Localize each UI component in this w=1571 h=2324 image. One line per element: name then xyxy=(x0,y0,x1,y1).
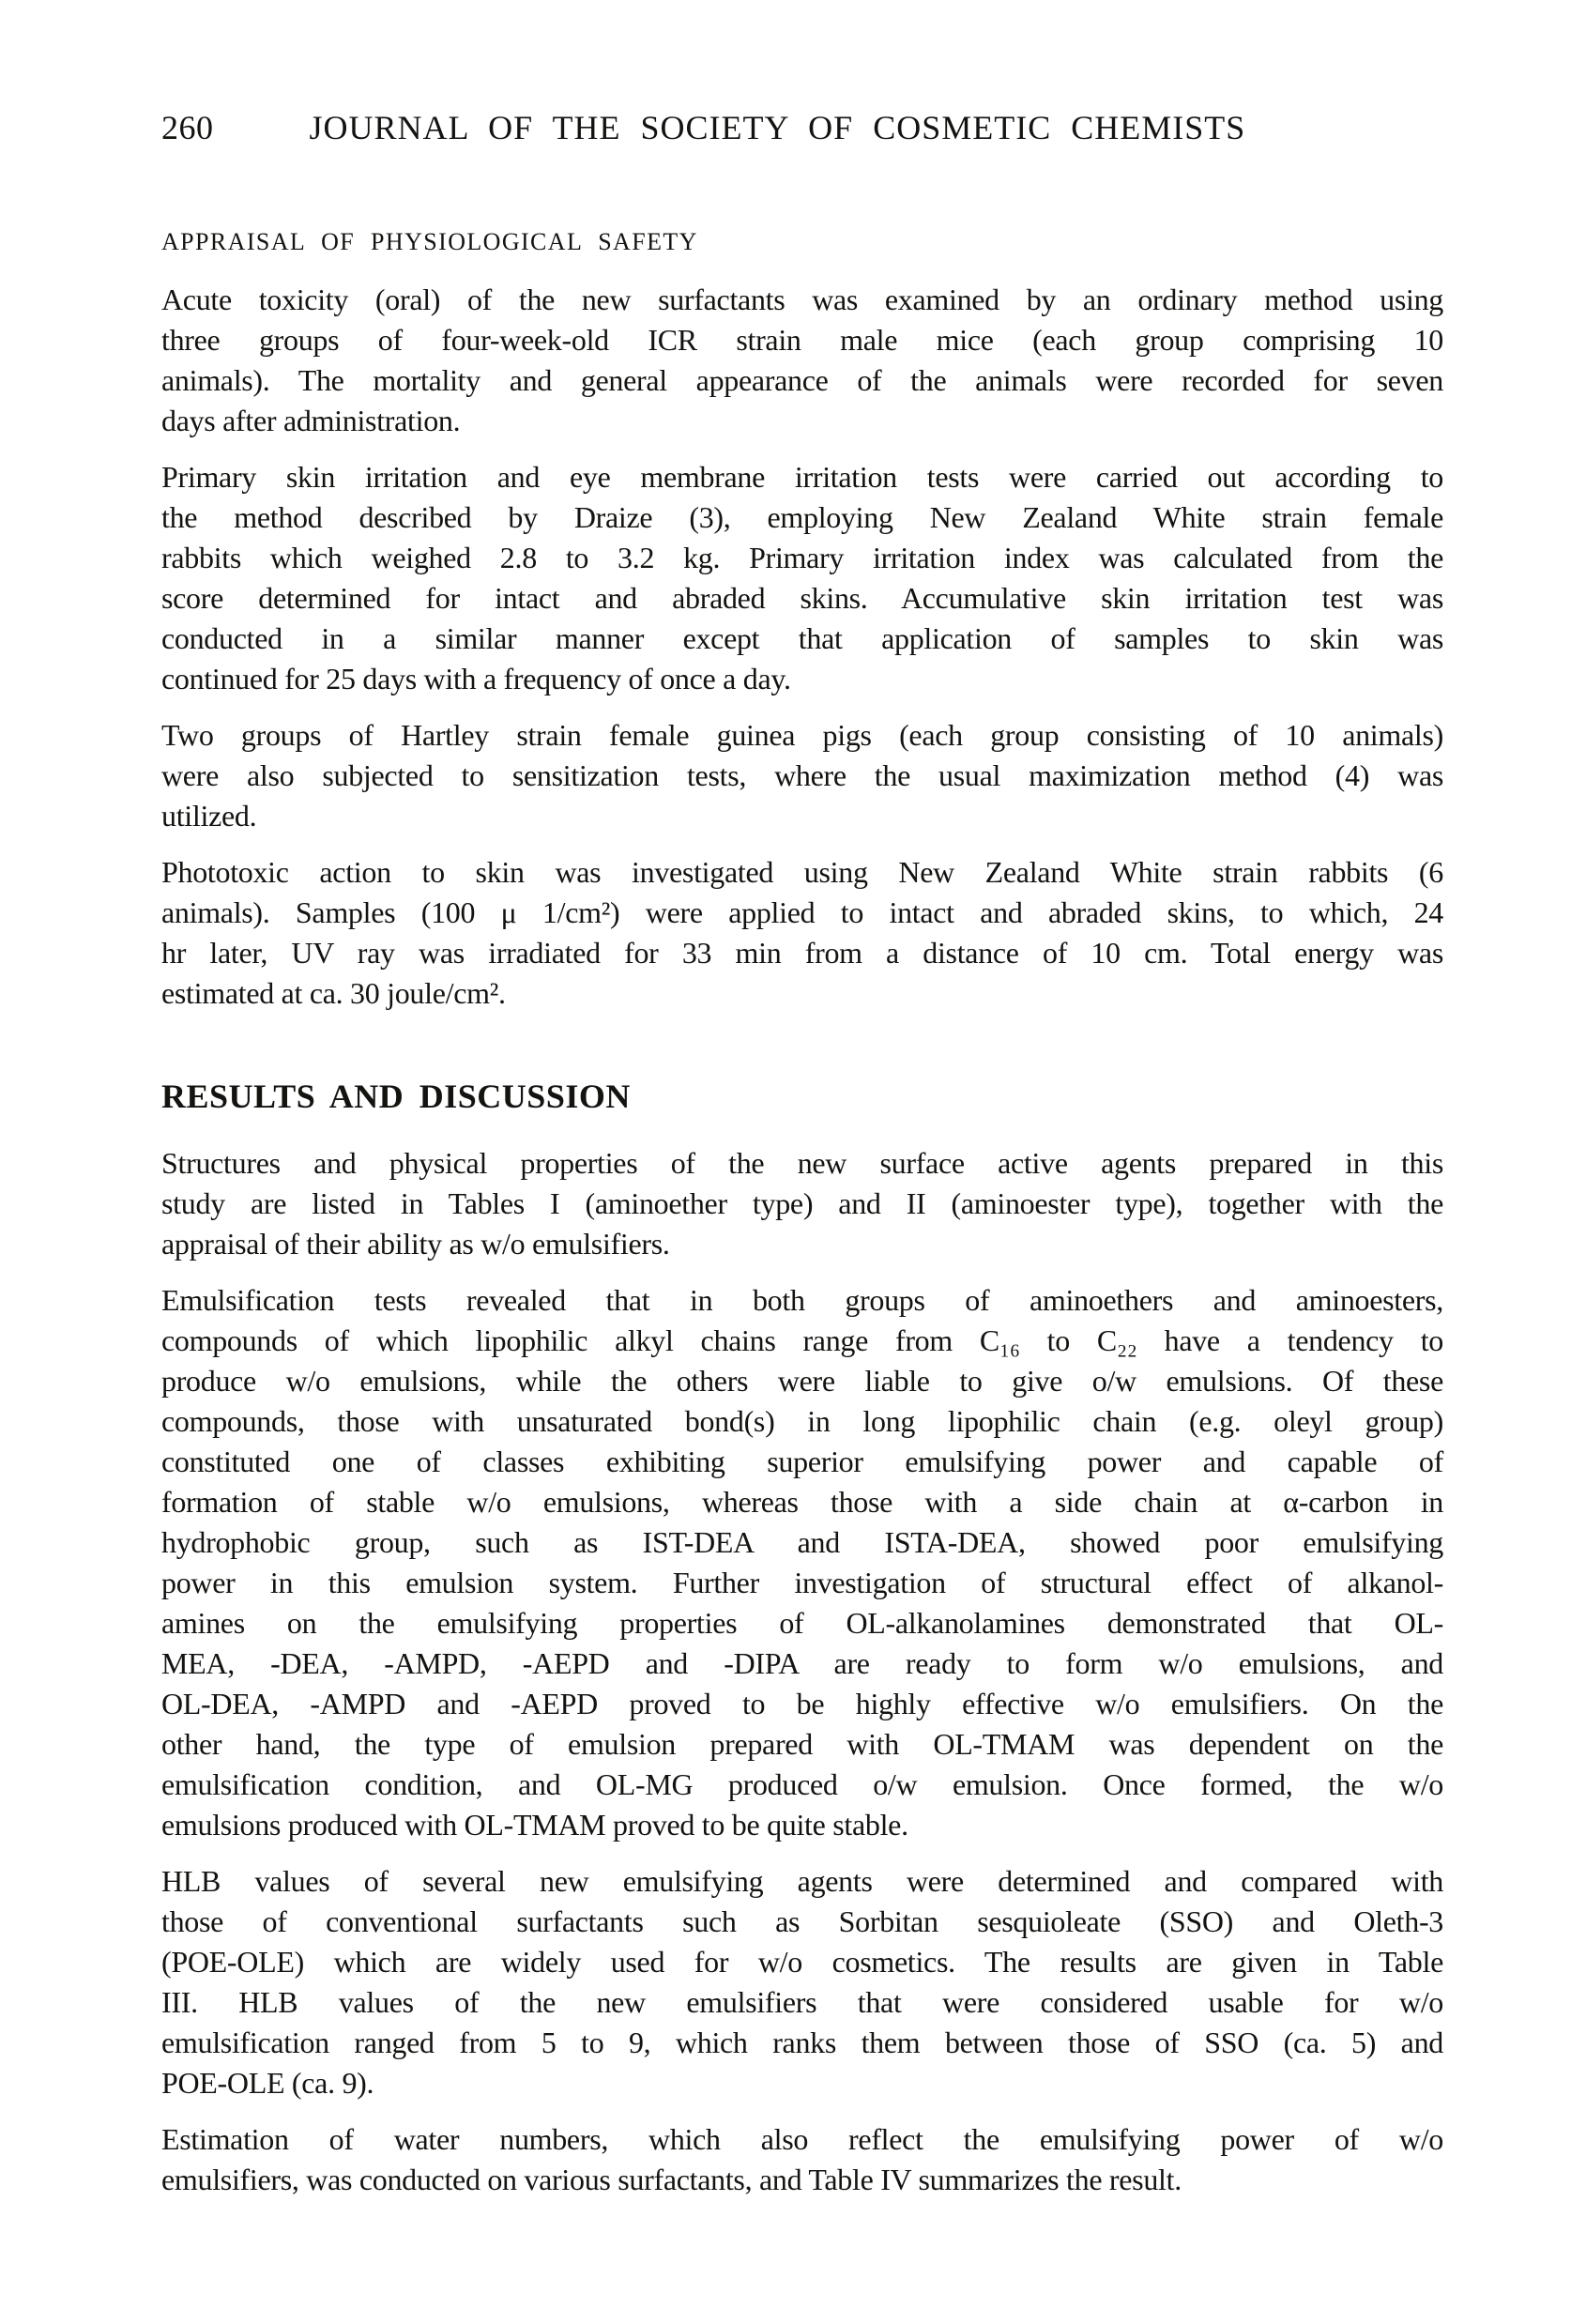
paragraph-hlb-values xyxy=(161,1861,1443,2103)
text-line: appraisal of their ability as w/o emulsifiers. xyxy=(161,1227,670,1261)
text-line: compounds, those with unsaturated bond(s) in long lipophilic chain (e.g. oleyl group) xyxy=(161,1404,1443,1438)
text-line: Estimation of water numbers, which also reflect the emulsifying power of w/o xyxy=(161,2122,1443,2156)
paragraph-water-numbers xyxy=(161,2119,1443,2200)
text-line: animals). Samples (100 μ 1/cm²) were applied to intact and abraded skins, to which, 24 xyxy=(161,895,1443,929)
text-line: were also subjected to sensitization tests, where the usual maximization method (4) was xyxy=(161,758,1443,792)
page-content xyxy=(161,0,1443,2200)
text-line: HLB values of several new emulsifying agents were determined and compared with xyxy=(161,1864,1443,1898)
text-line: OL-DEA, -AMPD and -AEPD proved to be highly effective w/o emulsifiers. On the xyxy=(161,1687,1443,1720)
text-line: three groups of four-week-old ICR strain male mice (each group comprising 10 xyxy=(161,323,1443,357)
paragraph-acute-toxicity xyxy=(161,280,1443,441)
text-line: MEA, -DEA, -AMPD, -AEPD and -DIPA are ready to form w/o emulsions, and xyxy=(161,1646,1443,1680)
text-line: emulsifiers, was conducted on various surfactants, and Table IV summarizes the result. xyxy=(161,2163,1182,2196)
body-text xyxy=(161,280,1443,2200)
text-line: estimated at ca. 30 joule/cm². xyxy=(161,976,506,1010)
text-line: score determined for intact and abraded skins. Accumulative skin irritation test was xyxy=(161,581,1443,615)
text-line: formation of stable w/o emulsions, whereas those with a side chain at α-carbon in xyxy=(161,1485,1443,1519)
text-line: days after administration. xyxy=(161,404,461,437)
paragraph-phototoxic xyxy=(161,852,1443,1014)
text-line: conducted in a similar manner except that application of samples to skin was xyxy=(161,621,1443,655)
text-line: those of conventional surfactants such as Sorbitan sesquioleate (SSO) and Oleth-3 xyxy=(161,1904,1443,1938)
text-line: compounds of which lipophilic alkyl chains range from C₁₆ to C₂₂ have a tendency to xyxy=(161,1323,1443,1357)
text-line: produce w/o emulsions, while the others were liable to give o/w emulsions. Of these xyxy=(161,1364,1443,1398)
text-line: animals). The mortality and general appearance of the animals were recorded for seven xyxy=(161,363,1443,397)
page-number: 260 xyxy=(161,109,214,146)
text-line: Structures and physical properties of the new surface active agents prepared in this xyxy=(161,1146,1443,1180)
text-line: rabbits which weighed 2.8 to 3.2 kg. Primary irritation index was calculated from the xyxy=(161,541,1443,574)
text-line: Emulsification tests revealed that in both groups of aminoethers and aminoesters, xyxy=(161,1283,1443,1317)
page-header xyxy=(161,0,1443,148)
text-line: constituted one of classes exhibiting superior emulsifying power and capable of xyxy=(161,1445,1443,1478)
text-line: other hand, the type of emulsion prepared with OL-TMAM was dependent on the xyxy=(161,1727,1443,1761)
text-line: Acute toxicity (oral) of the new surfactants was examined by an ordinary method using xyxy=(161,283,1443,316)
paragraph-sensitization xyxy=(161,715,1443,836)
text-line: III. HLB values of the new emulsifiers that were considered usable for w/o xyxy=(161,1985,1443,2019)
text-line: (POE-OLE) which are widely used for w/o cosmetics. The results are given in Table xyxy=(161,1945,1443,1979)
paragraph-skin-irritation xyxy=(161,457,1443,699)
text-line: emulsification ranged from 5 to 9, which ranks them between those of SSO (ca. 5) and xyxy=(161,2026,1443,2059)
text-line: Primary skin irritation and eye membrane irritation tests were carried out according to xyxy=(161,460,1443,494)
text-line: study are listed in Tables I (aminoether type) and II (aminoester type), together with the xyxy=(161,1186,1443,1220)
paragraph-structures xyxy=(161,1143,1443,1264)
journal-title: JOURNAL OF THE SOCIETY OF COSMETIC CHEMISTS xyxy=(309,109,1246,146)
text-line: Two groups of Hartley strain female guinea pigs (each group consisting of 10 animals) xyxy=(161,718,1443,752)
text-line: Phototoxic action to skin was investigated using New Zealand White strain rabbits (6 xyxy=(161,855,1443,889)
text-line: power in this emulsion system. Further investigation of structural effect of alkanol- xyxy=(161,1566,1443,1599)
paragraph-emulsification-tests xyxy=(161,1280,1443,1845)
text-line: continued for 25 days with a frequency of once a day. xyxy=(161,662,791,696)
text-line: hr later, UV ray was irradiated for 33 min from a distance of 10 cm. Total energy was xyxy=(161,936,1443,970)
text-line: amines on the emulsifying properties of OL-alkanolamines demonstrated that OL- xyxy=(161,1606,1443,1640)
text-line: emulsification condition, and OL-MG produced o/w emulsion. Once formed, the w/o xyxy=(161,1767,1443,1801)
text-line: hydrophobic group, such as IST-DEA and ISTA-DEA, showed poor emulsifying xyxy=(161,1525,1443,1559)
section-heading-results: RESULTS AND DISCUSSION xyxy=(161,1078,631,1115)
text-line: utilized. xyxy=(161,799,257,833)
text-line: emulsions produced with OL-TMAM proved to be quite stable. xyxy=(161,1808,908,1842)
text-line: POE-OLE (ca. 9). xyxy=(161,2066,374,2100)
section-heading-appraisal: APPRAISAL OF PHYSIOLOGICAL SAFETY xyxy=(161,228,698,255)
text-line: the method described by Draize (3), employing New Zealand White strain female xyxy=(161,500,1443,534)
